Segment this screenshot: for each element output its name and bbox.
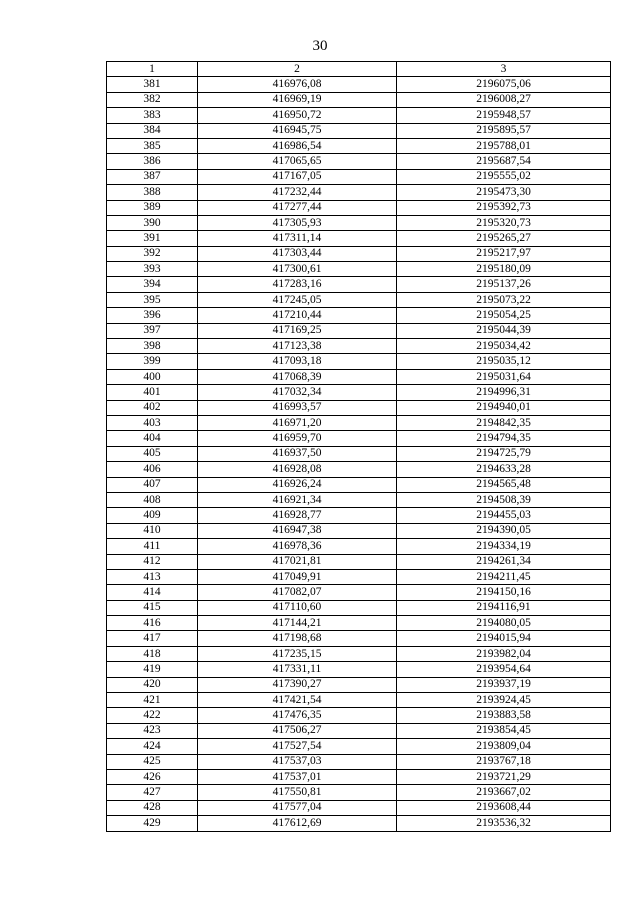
- table-row: [107, 816, 611, 831]
- y-coordinate-cell: 2194015,94: [397, 631, 611, 646]
- y-coordinate-cell: 2194996,31: [397, 385, 611, 400]
- table-row: [107, 754, 611, 769]
- table-row: [107, 723, 611, 738]
- x-coordinate-cell: 417245,05: [198, 292, 397, 307]
- point-number-cell: 410: [107, 523, 198, 538]
- x-coordinate-cell: 417082,07: [198, 585, 397, 600]
- y-coordinate-cell: 2194940,01: [397, 400, 611, 415]
- table-row: [107, 462, 611, 477]
- table-row: [107, 446, 611, 461]
- y-coordinate-cell: 2194334,19: [397, 539, 611, 554]
- point-number-cell: 419: [107, 662, 198, 677]
- y-coordinate-cell: 2195180,09: [397, 262, 611, 277]
- point-number-cell: 383: [107, 108, 198, 123]
- table-row: [107, 292, 611, 307]
- x-coordinate-cell: 416950,72: [198, 108, 397, 123]
- x-coordinate-cell: 416928,77: [198, 508, 397, 523]
- x-coordinate-cell: 416926,24: [198, 477, 397, 492]
- table-row: [107, 108, 611, 123]
- x-coordinate-cell: 417537,03: [198, 754, 397, 769]
- table-row: [107, 77, 611, 92]
- x-coordinate-cell: 417169,25: [198, 323, 397, 338]
- coordinates-table: [106, 61, 611, 832]
- y-coordinate-cell: 2195473,30: [397, 185, 611, 200]
- table-row: [107, 415, 611, 430]
- x-coordinate-cell: 416993,57: [198, 400, 397, 415]
- page-number: 30: [312, 38, 328, 54]
- y-coordinate-cell: 2193721,29: [397, 769, 611, 784]
- table-row: [107, 200, 611, 215]
- point-number-cell: 405: [107, 446, 198, 461]
- x-coordinate-cell: 416986,54: [198, 138, 397, 153]
- point-number-cell: 404: [107, 431, 198, 446]
- point-number-cell: 395: [107, 292, 198, 307]
- table-row: [107, 646, 611, 661]
- x-coordinate-cell: 416928,08: [198, 462, 397, 477]
- point-number-cell: 412: [107, 554, 198, 569]
- y-coordinate-cell: 2195687,54: [397, 154, 611, 169]
- table-row: [107, 477, 611, 492]
- table-row: [107, 169, 611, 184]
- x-coordinate-cell: 417210,44: [198, 308, 397, 323]
- x-coordinate-cell: 417065,65: [198, 154, 397, 169]
- column-header-1: 1: [107, 62, 198, 77]
- y-coordinate-cell: 2195320,73: [397, 215, 611, 230]
- y-coordinate-cell: 2195788,01: [397, 138, 611, 153]
- table-row: [107, 308, 611, 323]
- y-coordinate-cell: 2195044,39: [397, 323, 611, 338]
- y-coordinate-cell: 2195031,64: [397, 369, 611, 384]
- y-coordinate-cell: 2193536,32: [397, 816, 611, 831]
- x-coordinate-cell: 417476,35: [198, 708, 397, 723]
- y-coordinate-cell: 2195137,26: [397, 277, 611, 292]
- table-row: [107, 231, 611, 246]
- y-coordinate-cell: 2194211,45: [397, 569, 611, 584]
- x-coordinate-cell: 416959,70: [198, 431, 397, 446]
- x-coordinate-cell: 416921,34: [198, 492, 397, 507]
- x-coordinate-cell: 416978,36: [198, 539, 397, 554]
- y-coordinate-cell: 2194508,39: [397, 492, 611, 507]
- column-header-2: 2: [198, 62, 397, 77]
- x-coordinate-cell: 417311,14: [198, 231, 397, 246]
- point-number-cell: 416: [107, 616, 198, 631]
- point-number-cell: 409: [107, 508, 198, 523]
- y-coordinate-cell: 2193937,19: [397, 677, 611, 692]
- point-number-cell: 415: [107, 600, 198, 615]
- table-header-row: [107, 62, 611, 77]
- x-coordinate-cell: 417068,39: [198, 369, 397, 384]
- x-coordinate-cell: 417550,81: [198, 785, 397, 800]
- point-number-cell: 414: [107, 585, 198, 600]
- table-row: [107, 154, 611, 169]
- x-coordinate-cell: 417235,15: [198, 646, 397, 661]
- y-coordinate-cell: 2193767,18: [397, 754, 611, 769]
- table-row: [107, 323, 611, 338]
- point-number-cell: 428: [107, 800, 198, 815]
- y-coordinate-cell: 2195217,97: [397, 246, 611, 261]
- y-coordinate-cell: 2194080,05: [397, 616, 611, 631]
- x-coordinate-cell: 416945,75: [198, 123, 397, 138]
- point-number-cell: 397: [107, 323, 198, 338]
- table-row: [107, 431, 611, 446]
- y-coordinate-cell: 2195392,73: [397, 200, 611, 215]
- y-coordinate-cell: 2194116,91: [397, 600, 611, 615]
- y-coordinate-cell: 2193809,04: [397, 739, 611, 754]
- point-number-cell: 407: [107, 477, 198, 492]
- y-coordinate-cell: 2194565,48: [397, 477, 611, 492]
- table-row: [107, 277, 611, 292]
- x-coordinate-cell: 416969,19: [198, 92, 397, 107]
- table-row: [107, 92, 611, 107]
- point-number-cell: 421: [107, 693, 198, 708]
- point-number-cell: 389: [107, 200, 198, 215]
- y-coordinate-cell: 2193854,45: [397, 723, 611, 738]
- y-coordinate-cell: 2195035,12: [397, 354, 611, 369]
- x-coordinate-cell: 417021,81: [198, 554, 397, 569]
- x-coordinate-cell: 417537,01: [198, 769, 397, 784]
- x-coordinate-cell: 417123,38: [198, 339, 397, 354]
- point-number-cell: 386: [107, 154, 198, 169]
- y-coordinate-cell: 2194455,03: [397, 508, 611, 523]
- y-coordinate-cell: 2195034,42: [397, 339, 611, 354]
- table-row: [107, 339, 611, 354]
- point-number-cell: 399: [107, 354, 198, 369]
- point-number-cell: 400: [107, 369, 198, 384]
- y-coordinate-cell: 2195073,22: [397, 292, 611, 307]
- x-coordinate-cell: 417300,61: [198, 262, 397, 277]
- x-coordinate-cell: 417049,91: [198, 569, 397, 584]
- x-coordinate-cell: 416947,38: [198, 523, 397, 538]
- y-coordinate-cell: 2194633,28: [397, 462, 611, 477]
- x-coordinate-cell: 417303,44: [198, 246, 397, 261]
- point-number-cell: 418: [107, 646, 198, 661]
- x-coordinate-cell: 416976,08: [198, 77, 397, 92]
- x-coordinate-cell: 417277,44: [198, 200, 397, 215]
- y-coordinate-cell: 2195555,02: [397, 169, 611, 184]
- y-coordinate-cell: 2193667,02: [397, 785, 611, 800]
- x-coordinate-cell: 417421,54: [198, 693, 397, 708]
- table-row: [107, 569, 611, 584]
- table-row: [107, 662, 611, 677]
- point-number-cell: 403: [107, 415, 198, 430]
- point-number-cell: 424: [107, 739, 198, 754]
- point-number-cell: 392: [107, 246, 198, 261]
- x-coordinate-cell: 417527,54: [198, 739, 397, 754]
- table-row: [107, 800, 611, 815]
- point-number-cell: 413: [107, 569, 198, 584]
- table-row: [107, 554, 611, 569]
- point-number-cell: 426: [107, 769, 198, 784]
- table-row: [107, 616, 611, 631]
- x-coordinate-cell: 417093,18: [198, 354, 397, 369]
- point-number-cell: 401: [107, 385, 198, 400]
- table-row: [107, 693, 611, 708]
- x-coordinate-cell: 416937,50: [198, 446, 397, 461]
- table-row: [107, 385, 611, 400]
- table-row: [107, 215, 611, 230]
- point-number-cell: 398: [107, 339, 198, 354]
- x-coordinate-cell: 417331,11: [198, 662, 397, 677]
- point-number-cell: 385: [107, 138, 198, 153]
- table-row: [107, 600, 611, 615]
- point-number-cell: 402: [107, 400, 198, 415]
- point-number-cell: 429: [107, 816, 198, 831]
- x-coordinate-cell: 417283,16: [198, 277, 397, 292]
- x-coordinate-cell: 417198,68: [198, 631, 397, 646]
- table-row: [107, 585, 611, 600]
- point-number-cell: 406: [107, 462, 198, 477]
- table-row: [107, 246, 611, 261]
- table-body: [107, 77, 611, 831]
- table-row: [107, 369, 611, 384]
- y-coordinate-cell: 2193924,45: [397, 693, 611, 708]
- point-number-cell: 390: [107, 215, 198, 230]
- y-coordinate-cell: 2195265,27: [397, 231, 611, 246]
- table-row: [107, 354, 611, 369]
- y-coordinate-cell: 2196008,27: [397, 92, 611, 107]
- table-row: [107, 631, 611, 646]
- point-number-cell: 393: [107, 262, 198, 277]
- point-number-cell: 384: [107, 123, 198, 138]
- point-number-cell: 423: [107, 723, 198, 738]
- table-row: [107, 739, 611, 754]
- x-coordinate-cell: 417577,04: [198, 800, 397, 815]
- x-coordinate-cell: 417390,27: [198, 677, 397, 692]
- table-row: [107, 123, 611, 138]
- point-number-cell: 420: [107, 677, 198, 692]
- column-header-3: 3: [397, 62, 611, 77]
- y-coordinate-cell: 2193883,58: [397, 708, 611, 723]
- point-number-cell: 422: [107, 708, 198, 723]
- y-coordinate-cell: 2193982,04: [397, 646, 611, 661]
- y-coordinate-cell: 2195054,25: [397, 308, 611, 323]
- y-coordinate-cell: 2194150,16: [397, 585, 611, 600]
- point-number-cell: 382: [107, 92, 198, 107]
- y-coordinate-cell: 2194794,35: [397, 431, 611, 446]
- table-row: [107, 769, 611, 784]
- point-number-cell: 396: [107, 308, 198, 323]
- x-coordinate-cell: 417612,69: [198, 816, 397, 831]
- point-number-cell: 425: [107, 754, 198, 769]
- y-coordinate-cell: 2193608,44: [397, 800, 611, 815]
- x-coordinate-cell: 417167,05: [198, 169, 397, 184]
- x-coordinate-cell: 417305,93: [198, 215, 397, 230]
- y-coordinate-cell: 2195895,57: [397, 123, 611, 138]
- table-row: [107, 708, 611, 723]
- table-row: [107, 400, 611, 415]
- table-row: [107, 492, 611, 507]
- table-row: [107, 785, 611, 800]
- table-row: [107, 508, 611, 523]
- y-coordinate-cell: 2194261,34: [397, 554, 611, 569]
- table-row: [107, 185, 611, 200]
- point-number-cell: 388: [107, 185, 198, 200]
- x-coordinate-cell: 417232,44: [198, 185, 397, 200]
- table-row: [107, 539, 611, 554]
- x-coordinate-cell: 417506,27: [198, 723, 397, 738]
- y-coordinate-cell: 2194842,35: [397, 415, 611, 430]
- table-row: [107, 523, 611, 538]
- point-number-cell: 391: [107, 231, 198, 246]
- table-row: [107, 138, 611, 153]
- x-coordinate-cell: 416971,20: [198, 415, 397, 430]
- y-coordinate-cell: 2194725,79: [397, 446, 611, 461]
- table-row: [107, 677, 611, 692]
- x-coordinate-cell: 417144,21: [198, 616, 397, 631]
- x-coordinate-cell: 417110,60: [198, 600, 397, 615]
- point-number-cell: 381: [107, 77, 198, 92]
- y-coordinate-cell: 2196075,06: [397, 77, 611, 92]
- table-row: [107, 262, 611, 277]
- point-number-cell: 408: [107, 492, 198, 507]
- x-coordinate-cell: 417032,34: [198, 385, 397, 400]
- point-number-cell: 427: [107, 785, 198, 800]
- point-number-cell: 387: [107, 169, 198, 184]
- y-coordinate-cell: 2193954,64: [397, 662, 611, 677]
- point-number-cell: 417: [107, 631, 198, 646]
- y-coordinate-cell: 2194390,05: [397, 523, 611, 538]
- point-number-cell: 394: [107, 277, 198, 292]
- point-number-cell: 411: [107, 539, 198, 554]
- y-coordinate-cell: 2195948,57: [397, 108, 611, 123]
